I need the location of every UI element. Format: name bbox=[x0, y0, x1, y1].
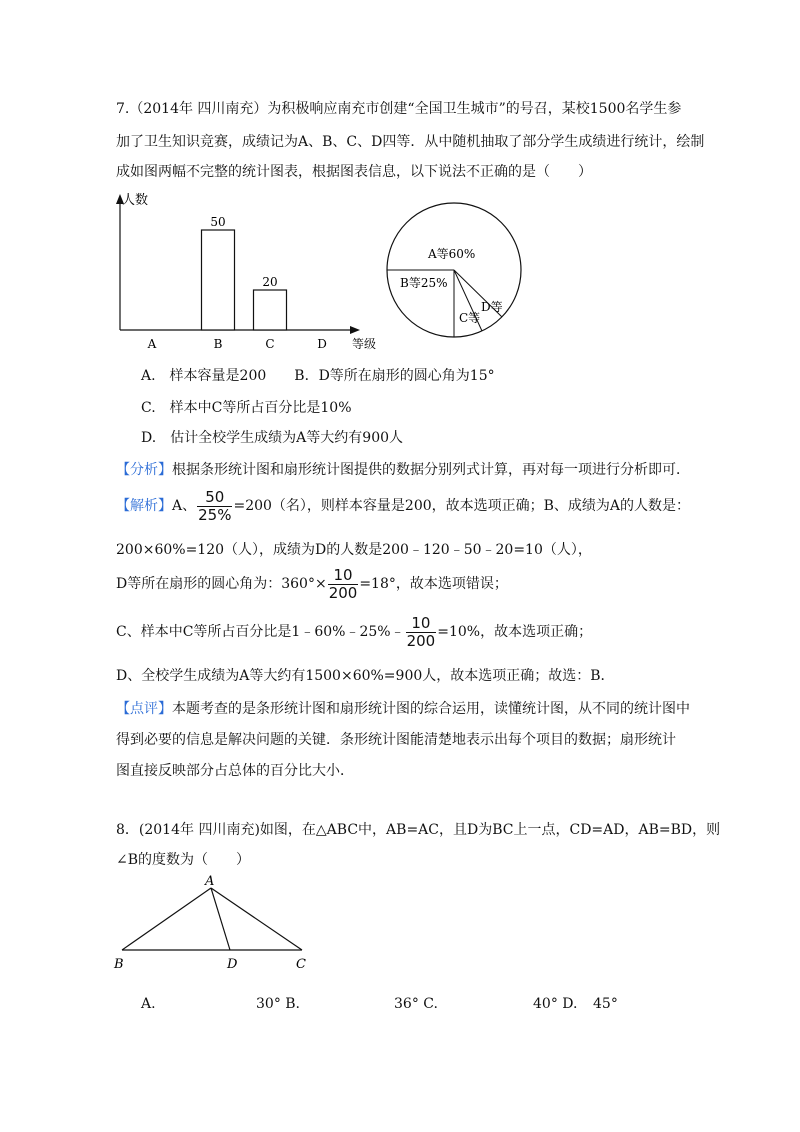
q8-stem-line-2: ∠B的度数为（ ） bbox=[116, 852, 251, 868]
frac1-denominator: 25% bbox=[198, 505, 232, 524]
sol-a-rest: =200（名），则样本容量是200，故本选项正确；B、成绩为A的人数是： bbox=[233, 498, 691, 514]
q8-option-c-value: 40° D. bbox=[533, 996, 578, 1012]
pie-label-d: D等 bbox=[481, 300, 503, 314]
bar-b bbox=[202, 230, 235, 330]
bar-chart-x-arrow bbox=[350, 326, 360, 334]
q7-analysis bbox=[116, 460, 690, 480]
sol-line4-suffix: =10%，故本选项正确； bbox=[437, 624, 593, 640]
frac3-numerator: 10 bbox=[406, 615, 437, 633]
vertex-label-d: D bbox=[227, 957, 238, 972]
q7-stem-line-1: 7.（2014年 四川南充）为积极响应南充市创建“全国卫生城市”的号召，某校1500名学生参 bbox=[116, 101, 682, 117]
fraction-10-over-200 bbox=[328, 567, 359, 602]
q7-stem-line-3: 成如图两幅不完整的统计图表，根据图表信息，以下说法不正确的是（ ） bbox=[116, 164, 592, 180]
q7-solution-line-1 bbox=[116, 488, 690, 524]
frac3-denominator: 200 bbox=[406, 631, 436, 650]
sol-a-prefix: A、 bbox=[172, 498, 197, 514]
q7-solution-line-5: D、全校学生成绩为A等大约有1500×60%=900人，故本选项正确；故选：B． bbox=[116, 668, 615, 684]
sol-line4-prefix: C、样本中C等所占百分比是1﹣60%﹣25%﹣ bbox=[116, 624, 405, 640]
data-label-b: 50 bbox=[210, 215, 226, 229]
q7-option-c: C. 样本中C等所占百分比是10% bbox=[141, 400, 352, 416]
pie-label-b: B等25% bbox=[400, 276, 448, 290]
analysis-text: 根据条形统计图和扇形统计图提供的数据分别列式计算，再对每一项进行分析即可． bbox=[172, 462, 690, 478]
q7-option-d: D. 估计全校学生成绩为A等大约有900人 bbox=[141, 430, 404, 446]
vertex-label-c: C bbox=[296, 957, 306, 972]
pie-label-c: C等 bbox=[459, 311, 481, 325]
frac2-denominator: 200 bbox=[328, 583, 358, 602]
fraction-50-over-25pct bbox=[197, 489, 232, 524]
q7-comment-line-2: 得到必要的信息是解决问题的关键．条形统计图能清楚地表示出每个项目的数据；扇形统计 bbox=[116, 732, 676, 748]
q7-option-a-b: A. 样本容量是200 B．D等所在扇形的圆心角为15° bbox=[141, 368, 495, 384]
q7-comment-line-1 bbox=[116, 699, 690, 719]
q8-option-a-letter: A. bbox=[141, 996, 156, 1012]
sol-line3-suffix: =18°，故本选项错误； bbox=[359, 576, 508, 592]
q8-option-a-value: 30° B. bbox=[256, 996, 301, 1012]
x-tick-d: D bbox=[317, 337, 327, 351]
q7-stem-line-2: 加了卫生知识竞赛，成绩记为A、B、C、D四等．从中随机抽取了部分学生成绩进行统计，绘制 bbox=[116, 134, 705, 150]
q7-comment-line-3: 图直接反映部分占总体的百分比大小． bbox=[116, 763, 354, 779]
bar-chart-y-label: 人数 bbox=[122, 193, 149, 208]
segment-ac bbox=[211, 888, 302, 950]
pie-chart bbox=[384, 196, 524, 346]
q8-stem-line-1: 8．(2014年 四川南充)如图，在△ABC中，AB=AC，且D为BC上一点，CD=AD，AB=BD，则 bbox=[116, 822, 721, 838]
q8-option-d-value: 45° bbox=[593, 996, 618, 1012]
fraction-10-over-200-b bbox=[406, 615, 437, 650]
data-label-c: 20 bbox=[262, 275, 278, 289]
q7-solution-line-2: 200×60%=120（人），成绩为D的人数是200﹣120﹣50﹣20=10（人）， bbox=[116, 542, 592, 558]
q8-option-b-value: 36° C. bbox=[394, 996, 438, 1012]
comment-text-1: 本题考查的是条形统计图和扇形统计图的综合运用，读懂统计图，从不同的统计图中 bbox=[172, 701, 690, 717]
x-tick-a: A bbox=[147, 337, 157, 351]
triangle-figure bbox=[105, 872, 325, 972]
vertex-label-b: B bbox=[114, 957, 124, 972]
pie-label-a: A等60% bbox=[428, 247, 476, 261]
x-tick-b: B bbox=[213, 337, 223, 351]
q7-solution-line-3 bbox=[116, 566, 508, 602]
vertex-label-a: A bbox=[205, 874, 215, 889]
segment-ad bbox=[211, 888, 230, 950]
frac1-numerator: 50 bbox=[197, 489, 232, 507]
bar-c bbox=[254, 290, 287, 330]
analysis-tag: 【分析】 bbox=[116, 462, 172, 478]
bar-chart bbox=[100, 190, 400, 360]
segment-ab bbox=[122, 888, 211, 950]
bar-chart-x-label: 等级 bbox=[352, 337, 377, 351]
sol-line3-prefix: D等所在扇形的圆心角为：360°× bbox=[116, 576, 327, 592]
comment-tag: 【点评】 bbox=[116, 701, 172, 717]
x-tick-c: C bbox=[265, 337, 275, 351]
q7-solution-line-4 bbox=[116, 614, 592, 650]
solution-tag: 【解析】 bbox=[116, 498, 172, 514]
frac2-numerator: 10 bbox=[328, 567, 359, 585]
